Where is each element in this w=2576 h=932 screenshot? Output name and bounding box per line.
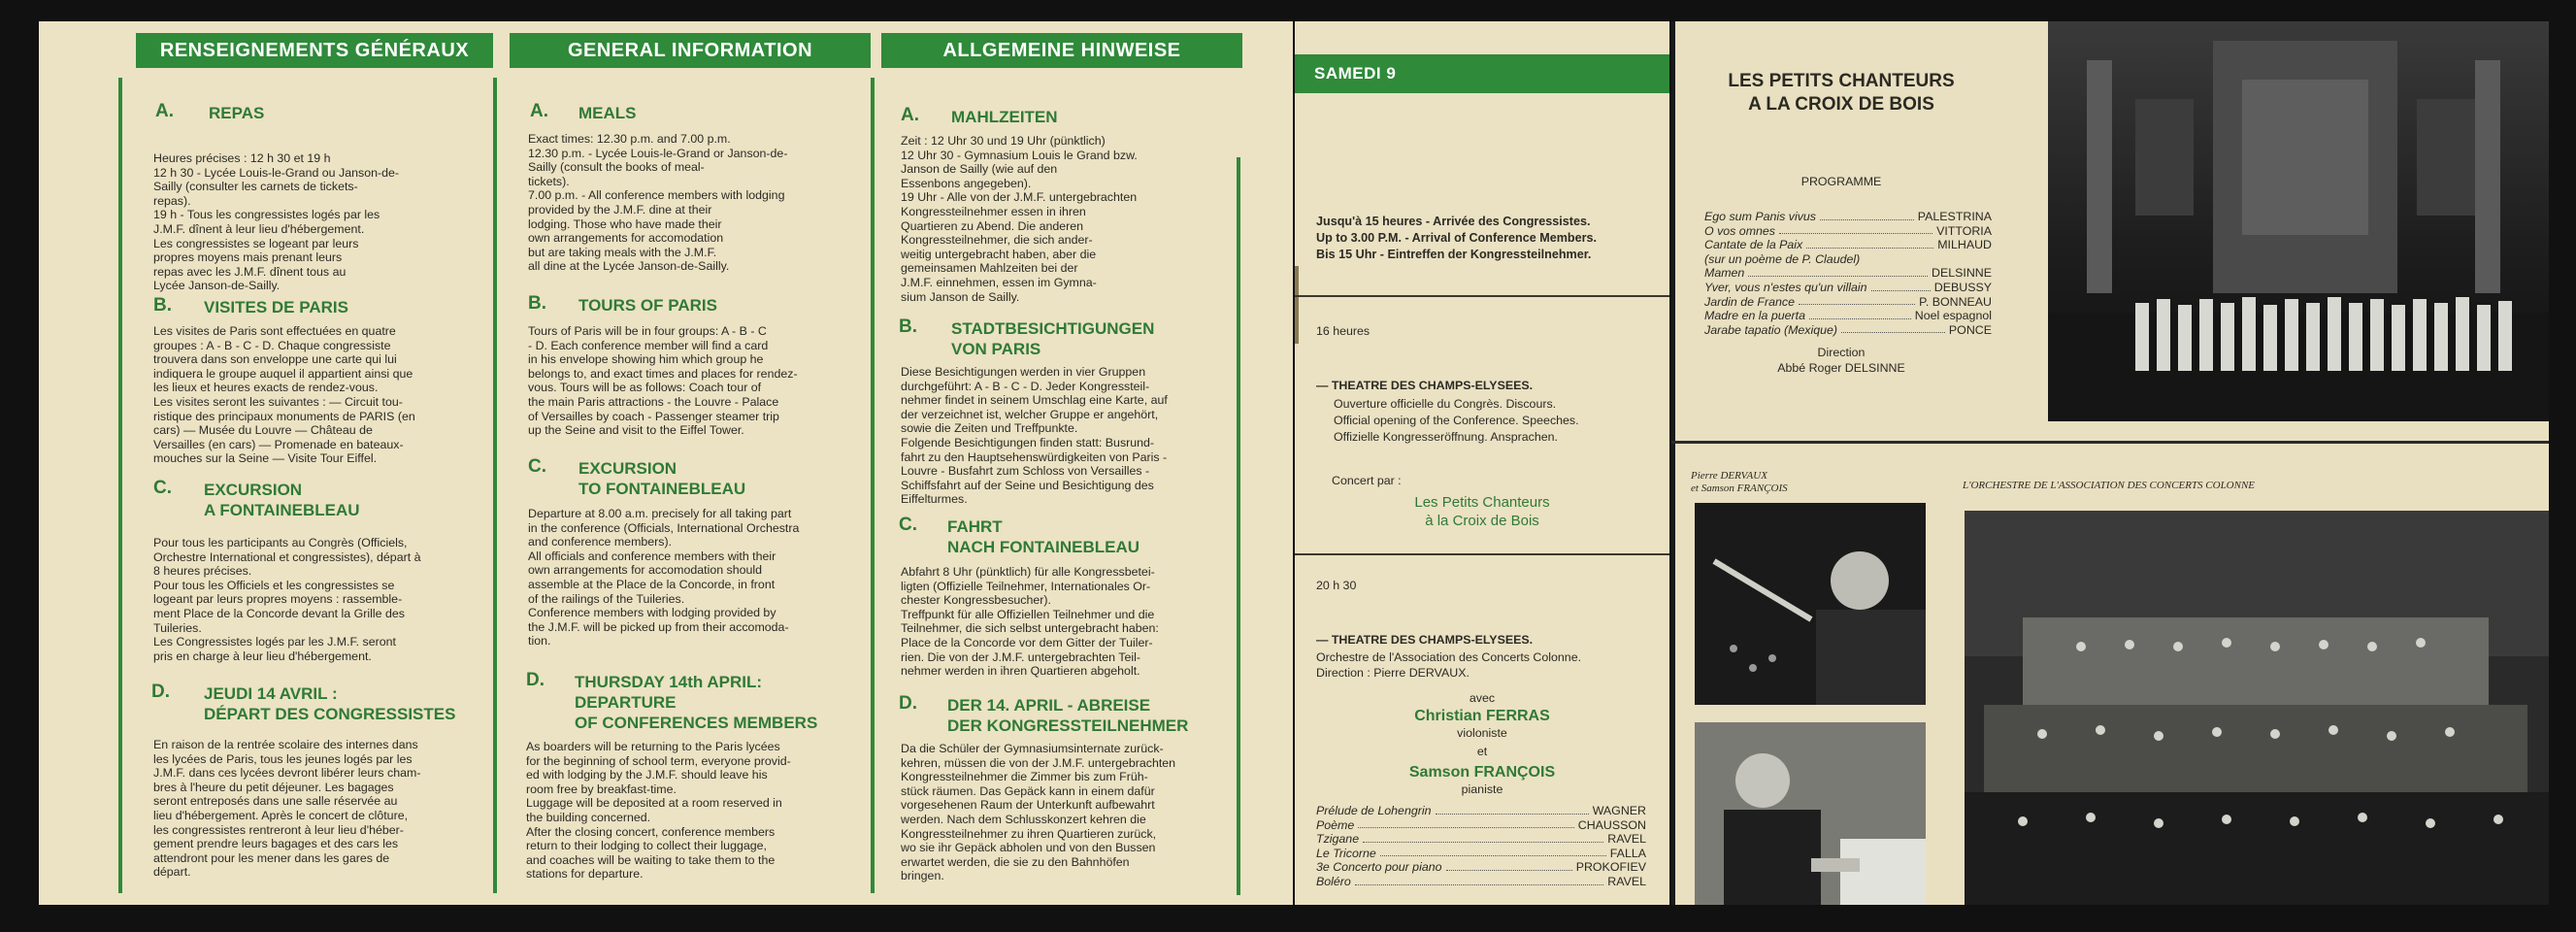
section-body: Pour tous les participants au Congrès (Officiels, Orchestre International et congressistes), départ à 8 heures précises. Pour tous les Officiels et les congressistes se logeant par leurs propres moyens : rassemble- ment Place de la Concorde devant la Grille des Tuileries. Les Congressistes logés par les J.M.F. seront pris en charge à leur lieu d'hébergement. [153, 536, 421, 663]
venue: — THEATRE DES CHAMPS-ELYSEES. [1316, 633, 1534, 647]
choir-photo [2048, 21, 2549, 421]
dot-leader [1841, 323, 1945, 334]
dot-leader [1820, 210, 1914, 220]
program-row [1704, 252, 1992, 267]
divider [1295, 295, 1669, 297]
schedule-sheet [1295, 21, 1669, 905]
section-title: MAHLZEITEN [951, 108, 1058, 126]
program-work: Jarabe tapatio (Mexique) [1704, 322, 1838, 337]
program-work: Le Tricorne [1316, 846, 1376, 860]
dot-leader [1871, 281, 1931, 291]
program-composer: PONCE [1948, 322, 1992, 337]
arrival-info: Jusqu'à 15 heures - Arrivée des Congressistes. Up to 3.00 P.M. - Arrival of Conference Members. Bis 15 Uhr - Eintreffen der Kongressteilnehmer. [1316, 215, 1598, 261]
event-desc: Ouverture officielle du Congrès. Discours. Official opening of the Conference. Speeches. Offizielle Kongresseröffnung. Ansprachen. [1334, 397, 1579, 444]
day-header: SAMEDI 9 [1295, 54, 1669, 93]
photo-caption: Pierre DERVAUX et Samson FRANÇOIS [1691, 470, 1788, 494]
section-body: Tours of Paris will be in four groups: A - B - C - D. Each conference member will find a card in his envelope showing him which group he belongs to, and exact times and places for rendez- vous. Tours will be as follows: Coach tour of the main Paris attractions - the Louvre - Palace of Versailles by coach - Passenger steamer trip up the Seine and visit to the Eiffel Tower. [528, 324, 798, 438]
info-sheet [39, 21, 1293, 905]
program-work: Yver, vous n'estes qu'un villain [1704, 280, 1867, 294]
section-title: EXCURSION TO FONTAINEBLEAU [578, 459, 746, 498]
header-fr: RENSEIGNEMENTS GÉNÉRAUX [136, 33, 493, 68]
section-title: EXCURSION A FONTAINEBLEAU [204, 481, 360, 519]
section-letter: B. [153, 295, 172, 316]
orchestra-info: Orchestre de l'Association des Concerts Colonne. Direction : Pierre DERVAUX. [1316, 650, 1582, 680]
program-composer: VITTORIA [1936, 223, 1992, 238]
binding-staple [1295, 266, 1299, 344]
program-work: 3e Concerto pour piano [1316, 860, 1442, 875]
program-row [1704, 309, 1992, 323]
program-work: Tzigane [1316, 832, 1360, 847]
column-rule [118, 78, 122, 893]
section-body: Heures précises : 12 h 30 et 19 h 12 h 30 - Lycée Louis-le-Grand ou Janson-de- Sailly (consulter les carnets de tickets- repas). 19 h - Tous les congressistes logés par les J.M.F. dînent à leur lieu d'hébergement. Les congressistes se logeant par leurs propres moyens mais prenant leurs repas avec les J.M.F. dînent tous au Lycée Janson-de-Sailly. [153, 151, 400, 293]
section-body: Departure at 8.00 a.m. precisely for all taking part in the conference (Officials, International Orchestra and conference members). All officials and conference members with their own arrangements for accomodation should assemble at the Place de la Concorde, in front of the railings of the Tuileries. Conference members with lodging provided by the J.M.F. will be picked up from their accomoda- tion. [528, 507, 800, 649]
section-body: En raison de la rentrée scolaire des internes dans les lycées de Paris, tous les jeunes logés par les J.M.F. dans ces lycées devront libérer leurs cham- bres à l'heure du petit déjeuner. Les bagages seront entreposés dans une salle réservée au lieu d'hébergement. Après le concert de clôture, les congressistes rentreront à leur lieu d'héber- gement prendre leurs bagages et des cars les attendront pour les mener dans les gares de départ. [153, 738, 421, 880]
section-body: Da die Schüler der Gymnasiumsinternate zurück- kehren, müssen die von der J.M.F. untergebrachten Kongressteilnehmer die Zimmer bis zum Früh- stück räumen. Das Gepäck kann in einem dafür vorgesehenen Raum der Unterkunft aufbewahrt werden. Nach dem Schlusskonzert kehren die Kongressteilnehmer zu ihren Quartieren zurück, wo sie ihr Gepäck abholen und von den Bussen erwartet werden, die sie zu den Bahnhöfen bringen. [901, 742, 1176, 883]
program-work: Madre en la puerta [1704, 309, 1806, 323]
section-body: Diese Besichtigungen werden in vier Gruppen durchgeführt: A - B - C - D. Jeder Kongressteil- nehmer findet in seinem Umschlag eine Karte, auf der verzeichnet ist, welcher Gruppe er angehört, sowie die Zeiten und Treffpunkte. Folgende Besichtigungen finden statt: Busrund- fahrt zu den Hauptsehenswürdigkeiten von Paris - Louvre - Busfahrt zum Schloss von Versailles - Schiffsfahrt auf der Seine und Besichtigung des Eiffelturmes. [901, 365, 1168, 507]
section-title: DER 14. APRIL - ABREISE DER KONGRESSTEILNEHMER [947, 696, 1189, 735]
divider [1671, 441, 2549, 444]
program-work: Ego sum Panis vivus [1704, 210, 1817, 223]
divider [1295, 553, 1669, 555]
section-letter: D. [899, 693, 917, 714]
section-title: REPAS [209, 104, 265, 122]
section-title: FAHRT NACH FONTAINEBLEAU [947, 517, 1140, 556]
photo-sheet [1671, 21, 2549, 905]
header-de: ALLGEMEINE HINWEISE [881, 33, 1242, 68]
section-letter: D. [526, 670, 545, 690]
avec-label: avec [1469, 691, 1496, 705]
section-body: As boarders will be returning to the Paris lycées for the beginning of school term, everyone provid- ed with lodging by the J.M.F. should leave his room free by breakfast-time. Luggage will be deposited at a room reserved in the building concerned. After the closing concert, conference members return to their lodging to collect their luggage, and coaches will be waiting to take them to the stations for departure. [526, 740, 791, 882]
section-body: Exact times: 12.30 p.m. and 7.00 p.m. 12.30 p.m. - Lycée Louis-le-Grand or Janson-de- Sailly (consult the books of meal- tickets). 7.00 p.m. - All conference members with lodging provided by the J.M.F. dine at their lodging. Those who have made their own arrangements for accomodation but are taking meals with the J.M.F. all dine at the Lycée Janson-de-Sailly. [528, 132, 788, 274]
fold-shadow [1671, 21, 1675, 905]
conductor-photo-image [1695, 503, 1926, 705]
program-composer: PROKOFIEV [1575, 860, 1646, 875]
program-composer: DEBUSSY [1933, 280, 1992, 294]
program-row [1316, 847, 1646, 861]
program-row [1704, 224, 1992, 239]
orchestra-photo [1965, 511, 2549, 905]
program-row [1316, 860, 1646, 875]
choir-program [1704, 210, 1992, 337]
program-row [1316, 804, 1646, 818]
dot-leader [1748, 266, 1928, 277]
program-composer: P. BONNEAU [1919, 294, 1992, 309]
choir-title: LES PETITS CHANTEURS A LA CROIX DE BOIS [1728, 71, 1955, 115]
section-title: JEUDI 14 AVRIL : DÉPART DES CONGRESSISTES [204, 684, 456, 723]
program-row [1316, 832, 1646, 847]
choir-director: Abbé Roger DELSINNE [1777, 361, 1905, 375]
concert-performer: Les Petits Chanteurs à la Croix de Bois [1414, 494, 1550, 529]
program-composer: Noel espagnol [1914, 309, 1992, 323]
program-row [1704, 266, 1992, 281]
dot-leader [1363, 832, 1603, 843]
section-title: VISITES DE PARIS [204, 298, 348, 316]
concert-label: Concert par : [1332, 474, 1402, 487]
time-label: 16 heures [1316, 324, 1371, 338]
section-title: MEALS [578, 104, 637, 122]
program-row [1316, 875, 1646, 889]
program-composer: PALESTRINA [1917, 210, 1992, 223]
et-label: et [1476, 745, 1488, 758]
program-work: Mamen [1704, 266, 1745, 281]
program-composer: RAVEL [1607, 874, 1646, 888]
venue: — THEATRE DES CHAMPS-ELYSEES. [1316, 379, 1534, 392]
program-composer: MILHAUD [1937, 238, 1992, 252]
section-letter: D. [151, 682, 170, 702]
soloist-role: pianiste [1461, 782, 1503, 796]
program-row [1704, 238, 1992, 252]
pianist-photo-image [1695, 722, 1926, 905]
program-row [1704, 323, 1992, 338]
orchestra-photo-image [1965, 511, 2549, 905]
program-row [1704, 210, 1992, 224]
concert-program [1316, 804, 1646, 889]
soloist-name: Samson FRANÇOIS [1408, 764, 1556, 781]
column-rule [493, 78, 497, 893]
section-body: Abfahrt 8 Uhr (pünktlich) für alle Kongressbetei- ligten (Offizielle Teilnehmer, Internationales Or- chester Kongressbesucher). Treffpunkt für alle Offiziellen Teilnehmer und die Teilnehmer, die sich selbst untergebracht haben: Place de la Concorde vor dem Gitter der Tuiler- rien. Die von der J.M.F. untergebrachten Teil- nehmer werden in ihren Quartieren abgeholt. [901, 565, 1159, 679]
dot-leader [1380, 847, 1606, 857]
section-letter: B. [899, 316, 917, 337]
program-row [1316, 818, 1646, 833]
program-work: Cantate de la Paix [1704, 238, 1803, 252]
photo-caption: L'ORCHESTRE DE L'ASSOCIATION DES CONCERTS COLONNE [1963, 480, 2256, 491]
program-row [1704, 295, 1992, 310]
section-letter: A. [901, 105, 919, 125]
dot-leader [1446, 860, 1572, 871]
direction-label: Direction [1817, 346, 1866, 359]
program-row [1704, 281, 1992, 295]
program-composer: RAVEL [1607, 832, 1646, 847]
column-rule [1237, 157, 1240, 895]
dot-leader [1799, 295, 1915, 306]
section-body: Zeit : 12 Uhr 30 und 19 Uhr (pünktlich) 12 Uhr 30 - Gymnasium Louis le Grand bzw. Janson de Sailly (wie auf den Essenbons angegeben). 19 Uhr - Alle von der J.M.F. untergebrachten Kongressteilnehmer essen in ihren Quartieren zu Abend. Die anderen Kongressteilnehmer, die sich ander- weitig untergebracht haben, aber die gemeinsamen Mahlzeiten bei der J.M.F. einnehmen, essen im Gymna- sium Janson de Sailly. [901, 134, 1138, 304]
soloist-name: Christian FERRAS [1414, 708, 1550, 724]
dot-leader [1809, 309, 1911, 319]
section-title: THURSDAY 14th APRIL: DEPARTURE OF CONFERENCES MEMBERS [575, 673, 818, 732]
program-work: Boléro [1316, 874, 1351, 888]
section-letter: A. [530, 101, 548, 121]
section-letter: C. [528, 456, 546, 477]
choir-photo-image [2048, 21, 2549, 421]
program-work: Poème [1316, 817, 1355, 832]
section-letter: C. [153, 478, 172, 498]
section-body: Les visites de Paris sont effectuées en quatre groupes : A - B - C - D. Chaque congressiste trouvera dans son enveloppe une carte qui lui indiquera le groupe auquel il appartient ainsi que les lieux et heures exacts de rendez-vous. Les visites seront les suivantes : — Circuit tou- ristique des principaux monuments de PARIS (en cars) — Musée du Louvre — Château de Versailles (en cars) — Promenade en bateaux- mouches sur la Seine — Visite Tour Eiffel. [153, 324, 415, 466]
section-letter: A. [155, 101, 174, 121]
header-en: GENERAL INFORMATION [510, 33, 871, 68]
section-title: STADTBESICHTIGUNGEN VON PARIS [951, 319, 1155, 358]
program-work: Jardin de France [1704, 294, 1795, 309]
program-composer: DELSINNE [1932, 266, 1992, 281]
section-letter: B. [528, 293, 546, 314]
dot-leader [1355, 875, 1603, 885]
dot-leader [1358, 818, 1574, 829]
section-letter: C. [899, 515, 917, 535]
section-title: TOURS OF PARIS [578, 296, 717, 315]
dot-leader [1436, 804, 1589, 815]
program-work: (sur un poème de P. Claudel) [1704, 251, 1861, 266]
program-work: Prélude de Lohengrin [1316, 804, 1432, 817]
program-label: PROGRAMME [1800, 175, 1882, 188]
program-composer: FALLA [1609, 846, 1646, 860]
program-composer: WAGNER [1592, 804, 1646, 817]
dot-leader [1806, 238, 1933, 249]
pianist-photo [1695, 722, 1926, 905]
column-rule [871, 78, 875, 893]
program-work: O vos omnes [1704, 223, 1775, 238]
soloist-role: violoniste [1457, 726, 1507, 740]
conductor-photo [1695, 503, 1926, 705]
program-composer: CHAUSSON [1577, 817, 1646, 832]
dot-leader [1779, 224, 1932, 235]
time-label: 20 h 30 [1316, 579, 1357, 592]
